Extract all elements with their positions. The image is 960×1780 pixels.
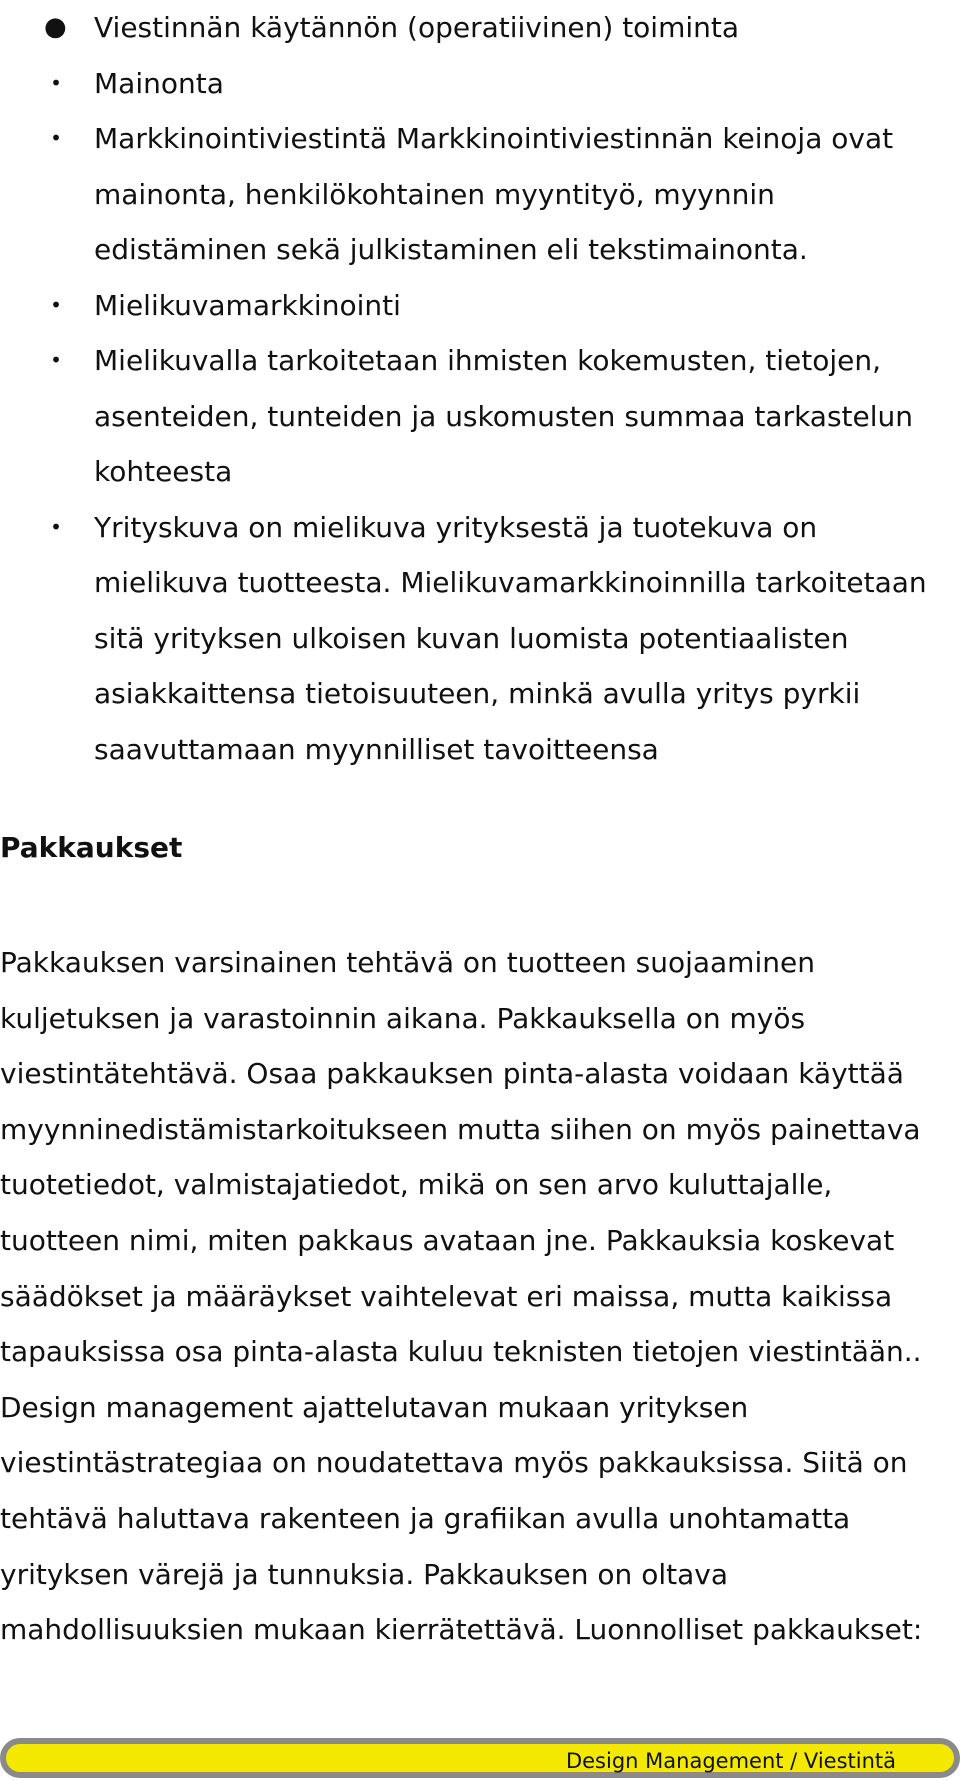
list-item [0,0,960,56]
section-heading: Pakkaukset [0,831,183,864]
list-item [0,56,960,112]
bullet-icon: • [50,514,62,539]
list-item [0,111,960,278]
list-item [0,278,960,334]
list-item-text: Viestinnän käytännön (operatiivinen) toiminta [94,11,740,44]
bullet-icon: • [50,292,62,317]
footer-bar [0,1738,960,1778]
bullet-icon: • [50,70,62,95]
bullet-list [0,0,960,777]
list-item-text: Markkinointiviestintä Markkinointiviestinnän keinoja ovat mainonta, henkilökohtainen myyntityö, myynnin edistäminen sekä julkistaminen eli tekstimainonta. [94,122,894,266]
footer-label: Design Management / Viestintä [565,1749,896,1773]
list-item-text: Mielikuvalla tarkoitetaan ihmisten kokemusten, tietojen, asenteiden, tunteiden ja uskomusten summaa tarkastelun kohteesta [94,344,914,488]
list-item-text: Mielikuvamarkkinointi [94,288,401,322]
list-item [0,333,960,500]
section-paragraph: Pakkauksen varsinainen tehtävä on tuotteen suojaaminen kuljetuksen ja varastoinnin aikana. Pakkauksella on myös viestintätehtävä. Osaa pakkauksen pinta-alasta voidaan käyttää myynninedistämistarkoitukseen mutta siihen on myös painettava tuotetiedot, valmistajatiedot, mikä on sen arvo kuluttajalle, tuotteen nimi, miten pakkaus avataan jne. Pakkauksia koskevat säädökset ja määräykset vaihtelevat eri maissa, mutta kaikissa tapauksissa osa pinta-alasta kuluu teknisten tietojen viestintään.. Design management ajattelutavan mukaan yrityksen viestintästrategiaa on noudatettava myös pakkauksissa. Siitä on tehtävä haluttava rakenteen ja grafiikan avulla unohtamatta yrityksen värejä ja tunnuksia. Pakkauksen on oltava mahdollisuuksien mukaan kierrätettävä. Luonnolliset pakkaukset: [0,946,923,1647]
bullet-icon: • [50,348,62,372]
list-item-text: Mainonta [94,66,224,100]
bullet-icon: • [50,126,62,150]
list-item [0,500,960,778]
bullet-icon: ● [44,12,67,42]
list-item-text: Yrityskuva on mielikuva yrityksestä ja tuotekuva on mielikuva tuotteesta. Mielikuvamarkkinoinnilla tarkoitetaan sitä yrityksen ulkoisen kuvan luomista potentiaalisten asiakkaittensa tietoisuuteen, minkä avulla yritys pyrkii saavuttamaan myynnilliset tavoitteensa [94,510,927,766]
